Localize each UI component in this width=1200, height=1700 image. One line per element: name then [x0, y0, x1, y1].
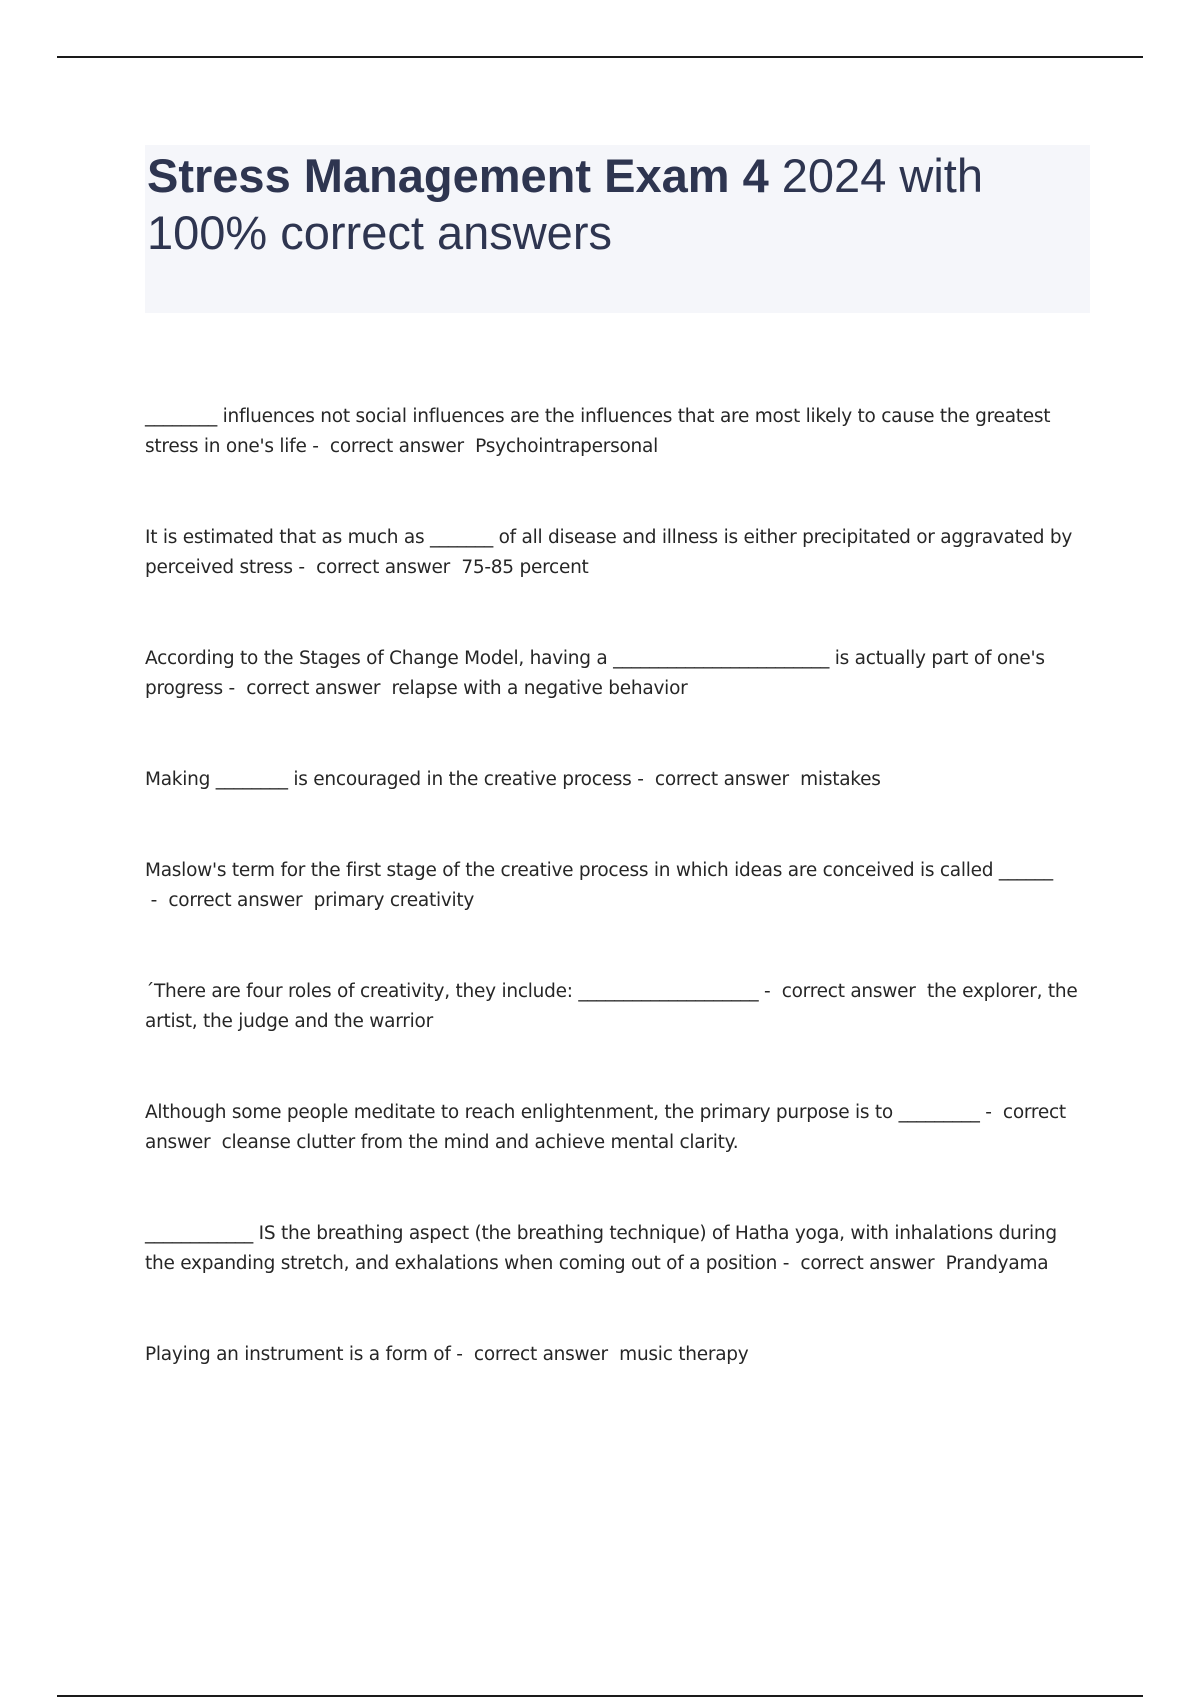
- answer-text: cleanse clutter from the mind and achieve mental clarity.: [221, 1132, 739, 1153]
- qa-item: [145, 1219, 1090, 1279]
- qa-separator: -: [777, 1253, 801, 1274]
- title-bold: Stress Management Exam 4: [147, 149, 769, 202]
- answer-text: 75-85 percent: [461, 557, 589, 578]
- answer-label: correct answer: [246, 678, 381, 699]
- answer-text: mistakes: [800, 769, 881, 790]
- qa-separator: -: [145, 890, 169, 911]
- bottom-rule: [57, 1695, 1143, 1697]
- answer-text: Prandyama: [945, 1253, 1049, 1274]
- answer-label: correct answer: [316, 557, 451, 578]
- qa-item: [145, 765, 1090, 795]
- qa-item: [145, 1098, 1090, 1158]
- answer-text: the explorer, the artist, the judge and the warrior: [145, 981, 1078, 1032]
- answer-text: music therapy: [619, 1344, 749, 1365]
- answer-text: relapse with a negative behavior: [391, 678, 688, 699]
- question-text: According to the Stages of Change Model, having a ________________________ is actually part of one's progress: [145, 648, 1045, 699]
- qa-item: [145, 644, 1090, 704]
- question-text: ´There are four roles of creativity, they include: ____________________: [145, 981, 759, 1002]
- qa-item: [145, 1340, 1090, 1370]
- answer-label: correct answer: [473, 1344, 608, 1365]
- answer-text: Psychointrapersonal: [475, 436, 659, 457]
- qa-list: [145, 402, 1090, 1431]
- answer-label: correct answer: [781, 981, 916, 1002]
- question-text: Maslow's term for the first stage of the creative process in which ideas are conceived is called ______: [145, 860, 1053, 881]
- document-title: [147, 147, 1088, 261]
- qa-separator: -: [292, 557, 317, 578]
- qa-item: [145, 977, 1090, 1037]
- answer-label: correct answer: [329, 436, 464, 457]
- qa-separator: -: [631, 769, 655, 790]
- qa-separator: -: [979, 1102, 1003, 1123]
- question-text: Making ________ is encouraged in the creative process: [145, 769, 632, 790]
- question-text: Playing an instrument is a form of: [145, 1344, 451, 1365]
- qa-item: [145, 402, 1090, 462]
- qa-item: [145, 523, 1090, 583]
- question-text: ____________ IS the breathing aspect (the breathing technique) of Hatha yoga, with inhalations during the expanding stretch, and exhalations when coming out of a position: [145, 1223, 1057, 1274]
- qa-separator: -: [450, 1344, 474, 1365]
- title-banner: [145, 145, 1090, 313]
- qa-separator: -: [758, 981, 782, 1002]
- answer-label: correct answer: [654, 769, 789, 790]
- top-rule: [57, 56, 1143, 58]
- qa-separator: -: [222, 678, 247, 699]
- answer-label: correct answer: [168, 890, 303, 911]
- question-text: ________ influences not social influences are the influences that are most likely to cause the greatest stress in one's life: [145, 406, 1051, 457]
- answer-label: correct answer: [145, 1102, 1066, 1153]
- answer-label: correct answer: [800, 1253, 935, 1274]
- answer-text: primary creativity: [313, 890, 475, 911]
- qa-item: [145, 856, 1090, 916]
- question-text: Although some people meditate to reach enlightenment, the primary purpose is to _________: [145, 1102, 980, 1123]
- question-text: It is estimated that as much as _______ of all disease and illness is either precipitated or aggravated by perceived stress: [145, 527, 1073, 578]
- title-rest: 2024 with 100% correct answers: [147, 149, 983, 259]
- qa-separator: -: [306, 436, 330, 457]
